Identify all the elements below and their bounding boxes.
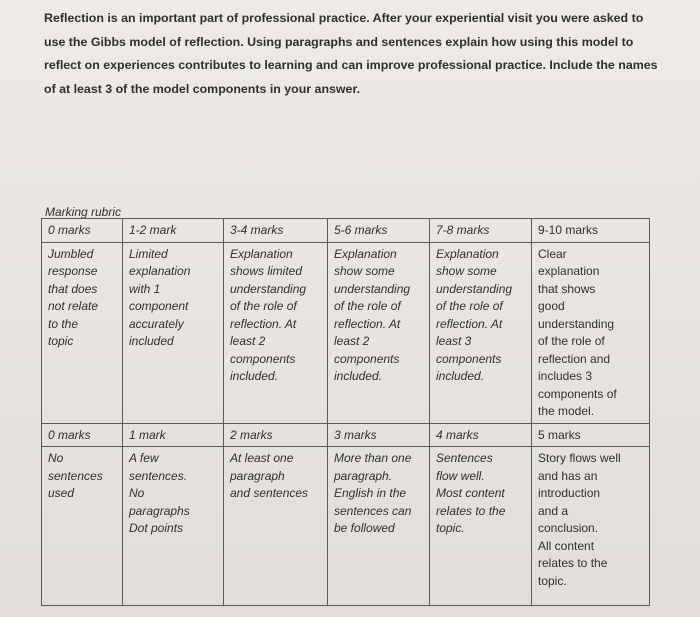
header-cell: 3 marks	[328, 423, 430, 447]
header-cell: 0 marks	[42, 219, 123, 243]
criteria-cell: Clear explanation that shows good understanding of the role of reflection and includes 3 components of the model.	[532, 242, 650, 423]
header-cell: 4 marks	[430, 423, 532, 447]
header-cell: 1-2 mark	[123, 219, 224, 243]
header-cell: 0 marks	[42, 423, 123, 447]
header-cell: 7-8 marks	[430, 219, 532, 243]
criteria-cell: Explanation shows limited understanding of the role of reflection. At least 2 components included.	[224, 242, 328, 423]
criteria-cell: No sentences used	[42, 447, 123, 606]
rubric-header-row-structure	[42, 423, 650, 447]
question-text: Reflection is an important part of professional practice. After your experiential visit you were asked to use the Gibbs model of reflection. Using paragraphs and sentences explain how using this model to reflect on experiences contributes to learning and can improve professional practice. Include the names of at least 3 of the model components in your answer.	[44, 11, 658, 96]
rubric-row-content	[42, 242, 650, 423]
header-cell: 9-10 marks	[532, 219, 650, 243]
criteria-cell: Sentences flow well. Most content relates to the topic.	[430, 447, 532, 606]
rubric-row-structure	[42, 447, 650, 606]
header-cell: 5-6 marks	[328, 219, 430, 243]
rubric-header-row-content	[42, 219, 650, 243]
header-cell: 3-4 marks	[224, 219, 328, 243]
criteria-cell: At least one paragraph and sentences	[224, 447, 328, 606]
criteria-cell: A few sentences. No paragraphs Dot points	[123, 447, 224, 606]
header-cell: 5 marks	[532, 423, 650, 447]
criteria-cell: Limited explanation with 1 component accurately included	[123, 242, 224, 423]
header-cell: 2 marks	[224, 423, 328, 447]
criteria-cell: Story flows well and has an introduction and a conclusion. All content relates to the topic.	[532, 447, 650, 606]
rubric-title: Marking rubric	[45, 205, 122, 219]
header-cell: 1 mark	[123, 423, 224, 447]
criteria-cell: Jumbled response that does not relate to the topic	[42, 242, 123, 423]
criteria-cell: Explanation show some understanding of the role of reflection. At least 3 components included.	[430, 242, 532, 423]
criteria-cell: More than one paragraph. English in the sentences can be followed	[328, 447, 430, 606]
criteria-cell: Explanation show some understanding of the role of reflection. At least 2 components included.	[328, 242, 430, 423]
marking-rubric-table	[41, 218, 650, 606]
